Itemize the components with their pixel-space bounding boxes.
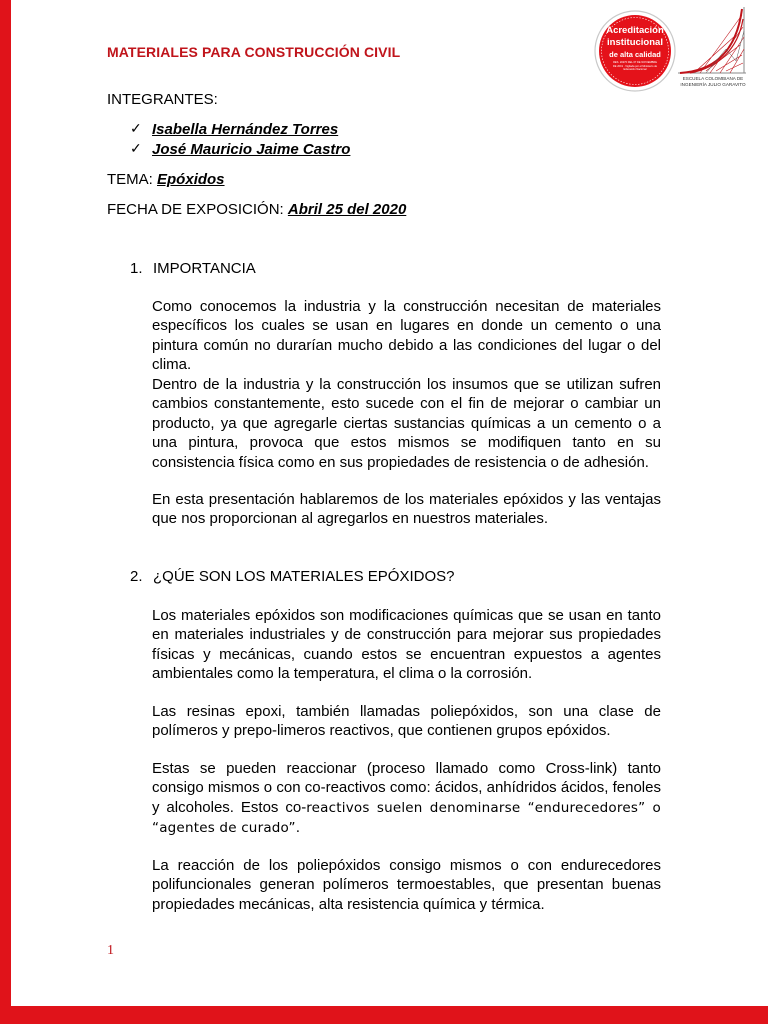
member-1: Isabella Hernández Torres	[152, 121, 339, 138]
document-title: MATERIALES PARA CONSTRUCCIÓN CIVIL	[107, 44, 401, 60]
check-icon: ✓	[130, 120, 142, 136]
paragraph: Dentro de la industria y la construcción los insumos que se utilizan sufren cambios constantemente, esto sucede con el fin de mejorar o cambiar un producto, ya que agregarle ciertas sustancias químicas a un cemento o a una pintura, provoca que estos mismos se modifiquen tanto en su consistencia física como en sus propiedades de resistencia o de adhesión.	[152, 376, 661, 471]
paragraph: Los materiales epóxidos son modificaciones químicas que se usan en tanto en materiales industriales y de construcción para mejorar sus propiedades físicas y mecánicas, cuando estos se encuentran expuestos a agentes ambientales como la temperatura, el clima o la corrosión.	[152, 607, 661, 683]
page-border-left	[0, 0, 11, 1024]
page-number: 1	[107, 943, 114, 958]
seal-line-1: Acreditación	[606, 25, 664, 36]
crosslink-paragraph	[152, 759, 661, 839]
seal-line-3: de alta calidad	[609, 50, 661, 59]
page-border-bottom	[0, 1006, 768, 1024]
member-2: José Mauricio Jaime Castro	[152, 141, 351, 158]
school-name: ESCUELA COLOMBIANA DE INGENIERÍA JULIO GARAVITO	[680, 76, 746, 87]
integrantes-label: INTEGRANTES:	[107, 91, 218, 108]
school-logo	[676, 5, 748, 87]
tema-line	[107, 171, 225, 188]
section-title: ¿QÚE SON LOS MATERIALES EPÓXIDOS?	[153, 568, 455, 585]
fecha-label: FECHA DE EXPOSICIÓN:	[107, 201, 284, 218]
accreditation-seal	[594, 10, 676, 92]
section-heading-1	[130, 260, 630, 280]
section-heading-2	[130, 568, 630, 588]
tema-value: Epóxidos	[157, 171, 225, 188]
seal-small-print: RES. 20270 DEL 07 DE NOVIEMBRE DE 2019 · Vigilada por el Ministerio de Educación Nacional	[612, 61, 658, 72]
paragraph: La reacción de los poliepóxidos consigo mismos o con endurecedores polifuncionales generan polímeros termoestables, que presentan buenas propiedades mecánicas, alta resistencia química y térmica.	[152, 857, 661, 913]
fecha-line	[107, 201, 406, 218]
crosslink-text-alt-font: reactivos suelen denominarse “endurecedores” o “agentes de curado”.	[152, 799, 661, 837]
paragraph: Como conocemos la industria y la construcción necesitan de materiales específicos los cuales se usan en lugares en donde un cemento o una pintura común no durarían mucho debido a las condiciones del lugar o del clima.	[152, 298, 661, 374]
tema-label: TEMA:	[107, 171, 153, 188]
check-icon: ✓	[130, 140, 142, 156]
crosslink-text: Estas se pueden reaccionar (proceso llamado como Cross-link) tanto consigo mismos o con co-reactivos como: ácidos, anhídridos ácidos, fenoles y alcoholes. Estos co-	[152, 760, 661, 816]
section-title: IMPORTANCIA	[153, 260, 256, 277]
section-number: 2.	[130, 568, 143, 585]
paragraph: Las resinas epoxi, también llamadas poliepóxidos, son una clase de polímeros y prepo-limeros reactivos, que contienen grupos epóxidos.	[152, 703, 661, 740]
paragraph: En esta presentación hablaremos de los materiales epóxidos y las ventajas que nos proporcionan al agregarlos en nuestros materiales.	[152, 491, 661, 528]
fecha-value: Abril 25 del 2020	[287, 201, 407, 218]
seal-line-2: institucional	[607, 37, 663, 48]
section-number: 1.	[130, 260, 143, 277]
